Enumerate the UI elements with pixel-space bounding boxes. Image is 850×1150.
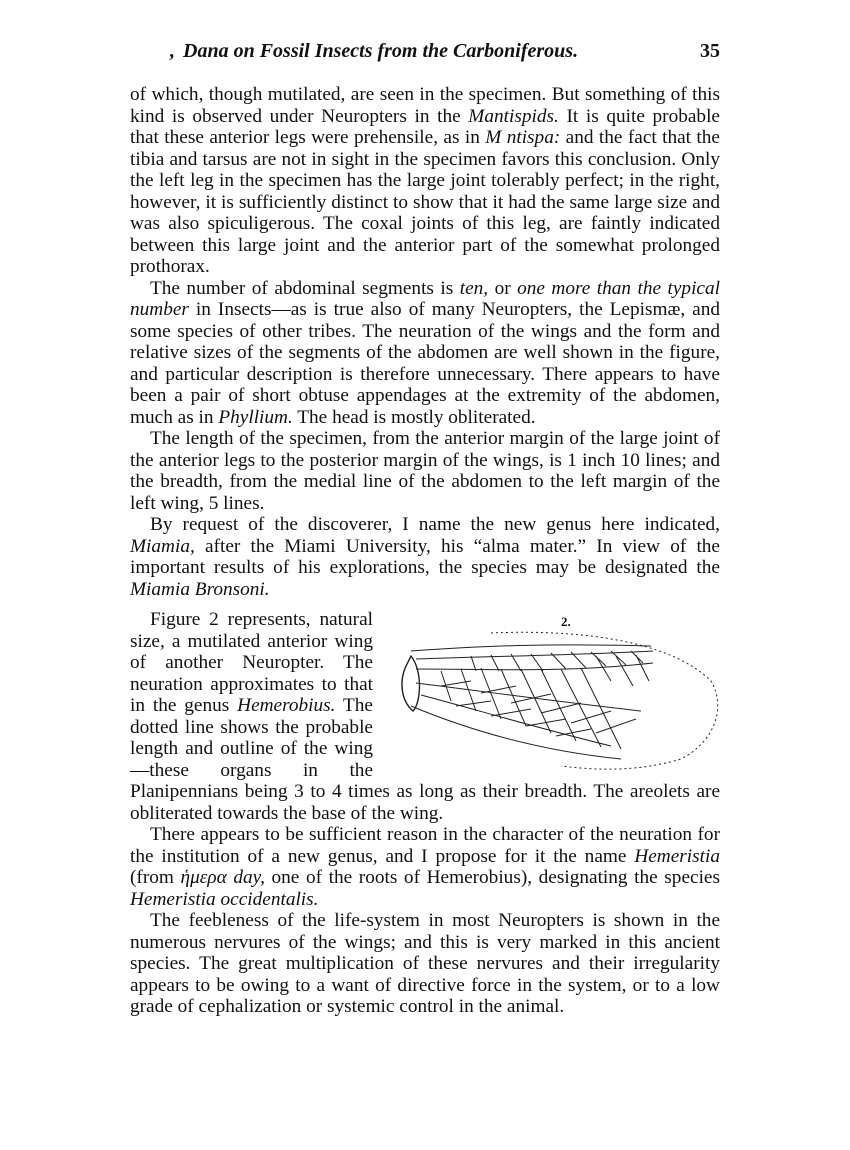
p1-text-c: It is quite probable that these anterior legs were prehensile, as in (130, 105, 720, 148)
p2-text-c: or (488, 277, 518, 299)
paragraph-7 (130, 910, 720, 1018)
paragraph-1 (130, 84, 720, 278)
paragraph-4 (130, 514, 720, 600)
paragraph-2 (130, 278, 720, 429)
p1-text-e: and the fact that the tibia and tarsus are not in sight in the specimen favors this conclusion. Only the left leg in the specimen has the large joint tolerably perfect; in the right, however, it is sufficiently distinct to show that it had the same large size and was also spiculigerous. The coxal joints of this leg, are faintly indicated between this large joint and the anterior part of the somewhat prolonged prothorax. (130, 127, 720, 277)
figure-label: 2. (561, 614, 571, 629)
fossil-wing-illustration (381, 611, 726, 781)
p5-italic-hemerobius: Hemerobius. (237, 695, 336, 716)
page-number: 35 (700, 40, 720, 62)
p6-text-a: There appears to be sufficient reason in the character of the neuration for the institution of a new genus, and I propose for it the name (130, 824, 720, 867)
p3-text-a: The length of the specimen, from the anterior margin of the large joint of the anterior legs to the posterior margin of the wings, is 1 inch 10 lines; and the breadth, from the medial line of the abdomen to the left margin of the left wing, 5 lines. (130, 428, 720, 514)
p4-italic-miamia: Miamia, (130, 535, 195, 557)
p2-italic-ten: ten, (459, 277, 489, 299)
figure-2 (381, 611, 726, 781)
p2-italic-phyllium: Phyllium. (218, 406, 293, 428)
p4-italic-species: Miamia Bronsoni. (130, 578, 270, 600)
p2-italic-typical: one more than the typical number (130, 277, 720, 320)
p2-text-g: The head is mostly obliterated. (292, 406, 536, 428)
p2-text-a: The number of abdominal segments is (150, 277, 460, 299)
p1-text-a: of which, though mutilated, are seen in the specimen. But something of this kind is observed under Neuropters in the (130, 84, 720, 127)
paragraph-5 (130, 609, 720, 824)
p5-text-c: The dotted line shows the probable length and outline of the wing—these organs in the Planipennians being 3 to 4 times as long as their breadth. The areolets are obliterated towards the base of the wing. (130, 695, 720, 824)
paragraph-6 (130, 824, 720, 910)
p6-italic-species: Hemeristia occidentalis. (130, 888, 319, 910)
page-header (130, 40, 720, 70)
p6-italic-hemeristia: Hemeristia (634, 845, 720, 867)
p2-text-e: in Insects—as is true also of many Neuropters, the Lepismæ, and some species of other tribes. The neuration of the wings and the form and relative sizes of the segments of the abdomen are well shown in the figure, and particular description is therefore unnecessary. There appears to have been a pair of short obtuse appendages at the extremity of the abdomen, much as in (130, 299, 720, 428)
p1-italic-mantispa: M ntispa: (485, 127, 561, 148)
running-title-text: Dana on Fossil Insects from the Carboniferous. (183, 40, 579, 62)
p4-text-a: By request of the discoverer, I name the new genus here indicated, (150, 514, 720, 535)
wing-costal-edge (411, 645, 651, 651)
header-mark: , (170, 40, 175, 62)
p6-text-c: (from (130, 867, 181, 888)
p1-italic-mantispids: Mantispids. (468, 105, 559, 127)
p6-text-e: one of the roots of Hemerobius), designating the species (264, 867, 720, 888)
article-body (130, 84, 720, 1018)
p7-text-a: The feebleness of the life-system in most Neuropters is shown in the numerous nervures of the wings; and this is very marked in this ancient species. The great multiplication of these nervures and their irregularity appears to be owing to a want of directive force in the system, or to a low grade of cephalization or systemic control in the animal. (130, 910, 720, 1017)
p6-italic-greek: ἡμερα day, (180, 867, 265, 888)
wing-posterior-edge (411, 706, 621, 759)
p5-text-a: Figure 2 represents, natural size, a mutilated anterior wing of another Neuropter. The neuration approximates to that in the genus (130, 609, 373, 716)
running-title (170, 40, 578, 63)
p4-text-c: after the Miami University, his “alma mater.” In view of the important results of his explorations, the species may be designated the (130, 535, 720, 578)
paragraph-3 (130, 428, 720, 514)
